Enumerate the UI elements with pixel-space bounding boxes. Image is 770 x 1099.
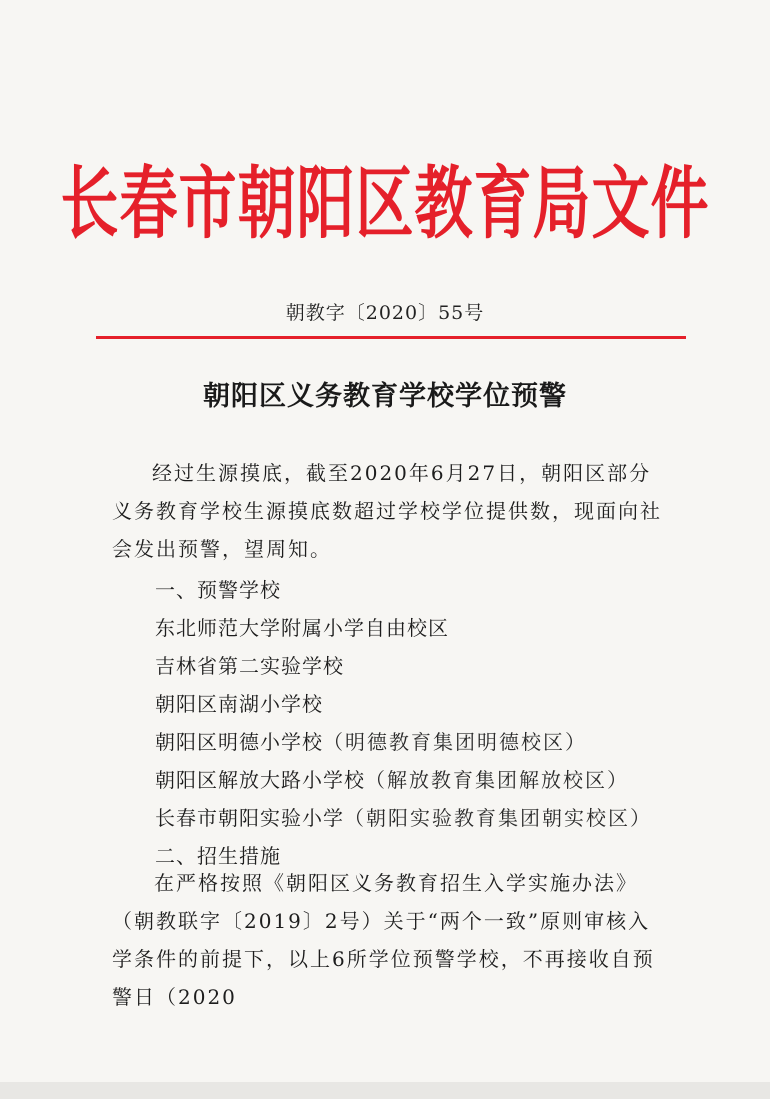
school-item	[155, 689, 323, 719]
school-name: 吉林省第二实验学校	[155, 654, 344, 678]
intro-paragraph: 经过生源摸底，截至2020年6月27日，朝阳区部分义务教育学校生源摸底数超过学校学位提供数，现面向社会发出预警，望周知。	[112, 461, 662, 561]
red-divider-rule	[96, 336, 686, 339]
section2-paragraph: 在严格按照《朝阳区义务教育招生入学实施办法》（朝教联字〔2019〕2号）关于“两个一致”原则审核入学条件的前提下，以上6所学位预警学校，不再接收自预警日（2020	[112, 871, 655, 1009]
school-item	[155, 727, 587, 757]
school-name: 长春市朝阳实验小学	[155, 806, 344, 830]
school-note: （解放教育集团解放校区）	[365, 768, 629, 792]
scan-bottom-edge	[0, 1082, 770, 1099]
school-note: （明德教育集团明德校区）	[323, 730, 587, 754]
school-note: （朝阳实验教育集团朝实校区）	[344, 806, 652, 830]
school-item	[155, 803, 652, 833]
school-item	[155, 651, 344, 681]
school-name: 朝阳区解放大路小学校	[155, 768, 365, 792]
school-name: 朝阳区南湖小学校	[155, 692, 323, 716]
school-item	[155, 613, 449, 643]
school-item	[155, 765, 629, 795]
document-number: 朝教字〔2020〕55号	[285, 302, 485, 324]
document-title: 朝阳区义务教育学校学位预警	[203, 381, 567, 412]
school-name: 朝阳区明德小学校	[155, 730, 323, 754]
section1-heading: 一、预警学校	[155, 578, 281, 602]
school-name: 东北师范大学附属小学自由校区	[155, 616, 449, 640]
section2-heading: 二、招生措施	[155, 844, 281, 868]
issuer-header-title: 长春市朝阳区教育局文件	[60, 157, 710, 250]
